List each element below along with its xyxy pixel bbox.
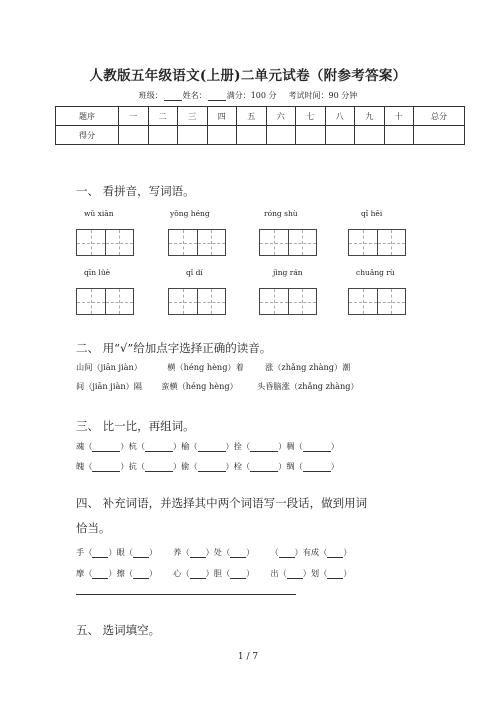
pronunciation-row <box>76 381 359 392</box>
idiom-text: ） <box>343 568 352 578</box>
compare-row <box>76 441 339 452</box>
page-number: 1 / 7 <box>237 652 259 662</box>
idiom-text: ）胆（ <box>205 568 231 578</box>
pinyin-label: qǐ hēi <box>361 209 383 218</box>
idiom-text: ） <box>343 547 352 557</box>
writing-grid[interactable] <box>76 229 134 256</box>
score-cell[interactable] <box>266 126 296 145</box>
score-cell[interactable] <box>384 126 414 145</box>
idiom-text: 心（ <box>173 568 190 578</box>
answer-blank[interactable] <box>190 549 206 558</box>
answer-blank[interactable] <box>230 549 246 558</box>
answer-blank[interactable] <box>303 463 331 472</box>
idiom-text: ）眼（ <box>108 547 133 557</box>
class-blank[interactable] <box>164 92 182 101</box>
exam-time-label: 考试时间：90 分钟 <box>288 91 358 100</box>
score-col: 六 <box>266 107 296 126</box>
score-cell[interactable] <box>296 126 326 145</box>
writing-grid[interactable] <box>259 229 317 256</box>
page-title: 人教版五年级语文(上册)二单元试卷（附参考答案） <box>89 68 407 84</box>
student-info-line <box>0 90 496 101</box>
score-cell[interactable] <box>325 126 355 145</box>
idiom-text: ）擦（ <box>108 568 133 578</box>
answer-blank[interactable] <box>198 443 226 452</box>
pinyin-label: róng shù <box>264 209 298 218</box>
answer-blank[interactable] <box>92 443 120 452</box>
score-col: 一 <box>119 107 149 126</box>
char-label: ）杭（ <box>120 441 145 451</box>
answer-blank[interactable] <box>327 549 343 558</box>
pinyin-label: yǒng héng <box>170 209 210 218</box>
pronunciation-item[interactable]: 间（jiān jiàn）隔 <box>76 381 142 391</box>
answer-blank[interactable] <box>92 549 108 558</box>
pinyin-label: qǐ dí <box>186 268 203 277</box>
idiom-text: 养（ <box>173 547 190 557</box>
pronunciation-item[interactable]: 蛮横（héng hèng） <box>161 381 238 391</box>
section-4-heading-cont: 恰当。 <box>76 521 111 535</box>
section-5-heading: 五、 选词填空。 <box>76 623 161 637</box>
score-table <box>55 106 465 145</box>
idiom-row <box>76 547 352 558</box>
score-col: 十 <box>384 107 414 126</box>
writing-grid[interactable] <box>348 288 406 315</box>
score-col: 九 <box>355 107 385 126</box>
answer-blank[interactable] <box>279 549 295 558</box>
score-cell[interactable] <box>355 126 385 145</box>
score-col: 二 <box>148 107 178 126</box>
score-cell[interactable] <box>178 126 208 145</box>
idiom-row <box>76 568 352 579</box>
char-label: ）榆（ <box>172 441 198 451</box>
char-label: 魂（ <box>76 441 93 451</box>
pronunciation-item[interactable]: 涨（zhǎng zhàng）潮 <box>265 362 351 372</box>
idiom-text: ） <box>148 568 158 578</box>
score-table-header-row <box>56 107 465 126</box>
score-col: 四 <box>207 107 237 126</box>
char-label: ）栓（ <box>225 461 251 471</box>
score-cell[interactable] <box>119 126 149 145</box>
answer-blank[interactable] <box>250 463 278 472</box>
section-1-heading: 一、 看拼音，写词语。 <box>76 184 195 198</box>
char-label: ）拴（ <box>225 441 251 451</box>
score-cell[interactable] <box>207 126 237 145</box>
score-col-total: 总分 <box>414 107 465 126</box>
idiom-text: ） <box>246 547 255 557</box>
pronunciation-row <box>76 362 350 373</box>
answer-blank[interactable] <box>327 570 343 579</box>
char-label: ）绸（ <box>278 461 303 471</box>
char-label: ） <box>330 461 339 471</box>
answer-blank[interactable] <box>92 570 108 579</box>
answer-blank[interactable] <box>230 570 246 579</box>
idiom-text: ） <box>148 547 158 557</box>
score-cell[interactable] <box>148 126 178 145</box>
pinyin-label: chuǎng rù <box>356 268 395 277</box>
writing-grid[interactable] <box>168 229 226 256</box>
score-cell-total[interactable] <box>414 126 465 145</box>
writing-line[interactable] <box>76 594 296 595</box>
writing-grid[interactable] <box>168 288 226 315</box>
answer-blank[interactable] <box>145 463 173 472</box>
answer-blank[interactable] <box>250 443 278 452</box>
answer-blank[interactable] <box>133 570 149 579</box>
score-cell[interactable] <box>237 126 267 145</box>
section-4-heading: 四、 补充词语，并选择其中两个词语写一段话，做到用词 <box>76 496 368 510</box>
pinyin-label: wǔ xiān <box>84 209 114 218</box>
answer-blank[interactable] <box>303 443 331 452</box>
idiom-text: ） <box>246 568 255 578</box>
pronunciation-item[interactable]: 头昏脑涨（zhǎng zhàng） <box>257 381 359 391</box>
answer-blank[interactable] <box>190 570 206 579</box>
answer-blank[interactable] <box>145 443 173 452</box>
char-label: ）抗（ <box>120 461 145 471</box>
idiom-text: ）有成（ <box>294 547 328 557</box>
score-col: 三 <box>178 107 208 126</box>
answer-blank[interactable] <box>133 549 149 558</box>
section-3-heading: 三、 比一比，再组词。 <box>76 419 195 433</box>
class-label: 班级： <box>138 91 163 100</box>
char-label: ）偷（ <box>172 461 198 471</box>
idiom-text: ）划（ <box>302 568 328 578</box>
answer-blank[interactable] <box>92 463 120 472</box>
compare-row <box>76 461 339 472</box>
score-col: 八 <box>325 107 355 126</box>
name-blank[interactable] <box>208 92 226 101</box>
score-col: 七 <box>296 107 326 126</box>
writing-grid[interactable] <box>76 288 134 315</box>
full-score-label: 满分：100 分 <box>226 91 277 100</box>
idiom-text: 手（ <box>76 547 93 557</box>
char-label: 魄（ <box>76 461 93 471</box>
pronunciation-item[interactable]: 横（héng hèng）着 <box>167 362 244 372</box>
writing-grid[interactable] <box>259 288 317 315</box>
pinyin-label: jìng rán <box>273 268 303 277</box>
writing-grid[interactable] <box>348 229 406 256</box>
pinyin-label: qīn lüè <box>84 268 111 277</box>
char-label: ）稠（ <box>278 441 303 451</box>
answer-blank[interactable] <box>287 570 303 579</box>
score-col: 五 <box>237 107 267 126</box>
score-row-label: 得分 <box>56 126 119 145</box>
idiom-text: 摩（ <box>76 568 93 578</box>
pronunciation-item[interactable]: 山间（jiān jiàn） <box>76 362 142 372</box>
name-label: 姓名： <box>182 91 207 100</box>
score-table-header-label: 题序 <box>56 107 119 126</box>
answer-blank[interactable] <box>198 463 226 472</box>
char-label: ） <box>330 441 339 451</box>
idiom-text: 出（ <box>270 568 287 578</box>
section-2-heading: 二、 用“√”给加点字选择正确的读音。 <box>76 341 272 355</box>
idiom-text: ）处（ <box>205 547 231 557</box>
score-table-score-row <box>56 126 465 145</box>
idiom-text: （ <box>270 547 279 557</box>
